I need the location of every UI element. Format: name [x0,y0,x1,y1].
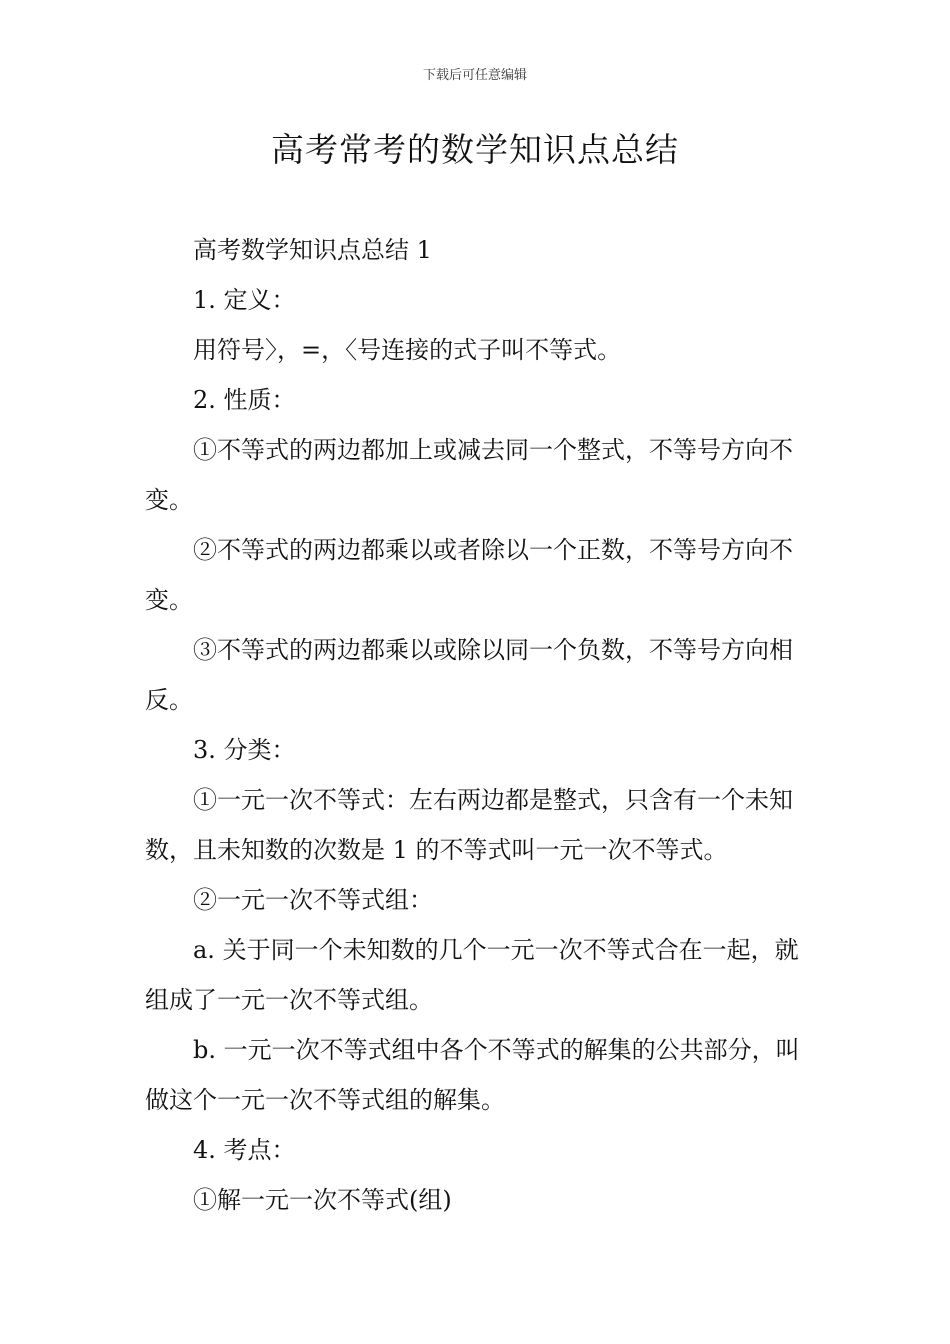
paragraph-definition-heading: 1. 定义： [193,286,296,314]
paragraph-definition: 用符号〉，=，〈号连接的式子叫不等式。 [193,336,622,364]
paragraph-exam-points-heading: 4. 考点： [193,1136,296,1164]
paragraph-section-heading: 高考数学知识点总结 1 [193,236,432,264]
paragraph-classification-heading: 3. 分类： [193,736,296,764]
paragraph-classification-1: ①一元一次不等式：左右两边都是整式，只含有一个未知数，且未知数的次数是 1 的不等式叫一元一次不等式。 [145,786,793,864]
paragraph-exam-point-1: ①解一元一次不等式(组) [193,1186,452,1214]
paragraph-property-1: ①不等式的两边都加上或减去同一个整式，不等号方向不变。 [145,436,793,514]
document-body [145,225,810,1225]
paragraph-classification-2a: a. 关于同一个未知数的几个一元一次不等式合在一起，就组成了一元一次不等式组。 [145,936,799,1014]
paragraph-classification-2b: b. 一元一次不等式组中各个不等式的解集的公共部分，叫做这个一元一次不等式组的解集。 [145,1036,800,1114]
paragraph-properties-heading: 2. 性质： [193,386,296,414]
header-note: 下载后可任意编辑 [422,68,527,83]
paragraph-property-3: ③不等式的两边都乘以或除以同一个负数，不等号方向相反。 [145,636,793,714]
paragraph-classification-2: ②一元一次不等式组： [193,886,433,914]
document-title: 高考常考的数学知识点总结 [271,130,679,169]
paragraph-property-2: ②不等式的两边都乘以或者除以一个正数，不等号方向不变。 [145,536,793,614]
